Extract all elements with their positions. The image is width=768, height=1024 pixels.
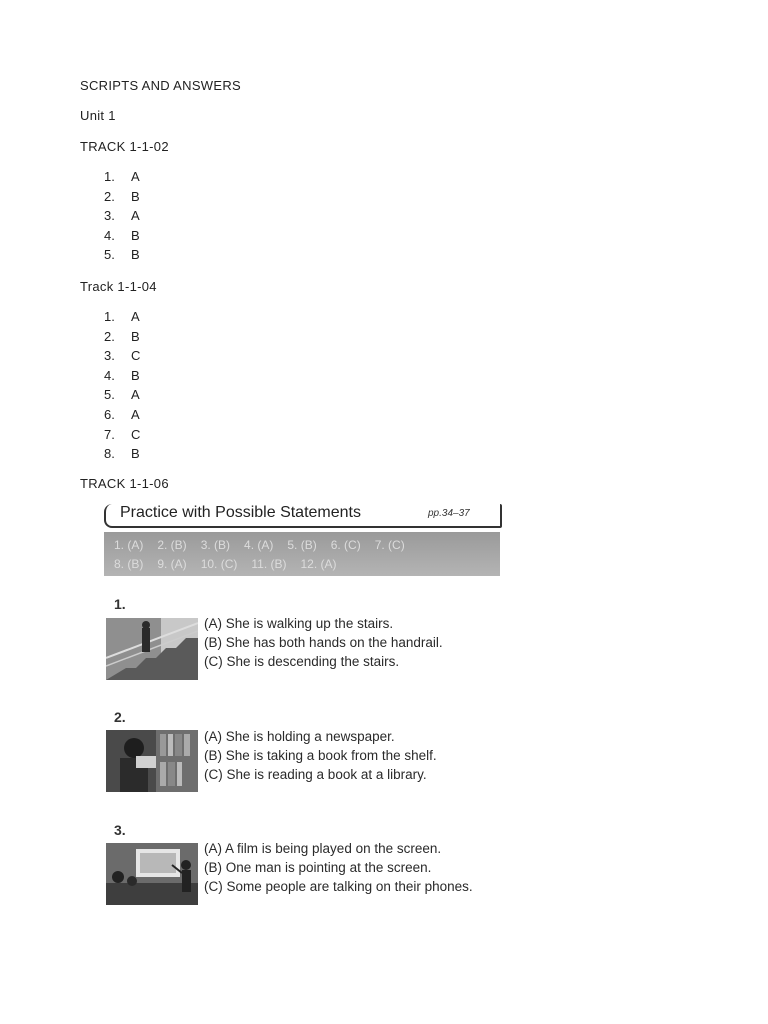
answer-list	[104, 167, 140, 265]
statement-list	[204, 727, 437, 784]
statement: (A) A film is being played on the screen.	[204, 841, 442, 856]
statement: (A) She is holding a newspaper.	[204, 729, 395, 744]
list-item: 5. B	[104, 247, 140, 263]
statement: (C) She is reading a book at a library.	[204, 767, 427, 782]
track-heading: Track 1-1-04	[80, 279, 157, 294]
list-item: 2. B	[104, 188, 140, 204]
unit-heading: Unit 1	[80, 108, 116, 123]
question-number: 3.	[114, 822, 126, 838]
statement: (B) She has both hands on the handrail.	[204, 635, 443, 650]
answer-key-bar	[104, 532, 500, 576]
banner-title: Practice with Possible Statements	[120, 504, 361, 521]
question-number: 2.	[114, 709, 126, 725]
meeting-photo	[106, 843, 198, 905]
stairs-photo	[106, 618, 198, 680]
statement: (C) She is descending the stairs.	[204, 654, 400, 669]
answer-key-item: 8. (B)	[114, 557, 144, 571]
list-item: 8. B	[104, 446, 140, 462]
answer-key-item: 3. (B)	[200, 538, 231, 552]
list-item: 2. B	[104, 328, 140, 344]
page-reference: pp.34–37	[428, 508, 470, 519]
answer-key-item: 6. (C)	[330, 538, 361, 552]
answer-key-item: 5. (B)	[287, 538, 317, 552]
list-item: 1. A	[104, 309, 140, 324]
section-banner	[104, 504, 502, 528]
answer-key-item: 2. (B)	[157, 538, 187, 552]
answer-list	[104, 307, 140, 464]
statement: (B) One man is pointing at the screen.	[204, 860, 432, 875]
answer-key-item: 7. (C)	[374, 538, 405, 552]
list-item: 5. A	[104, 387, 140, 403]
answer-key-item: 11. (B)	[251, 557, 287, 571]
answer-key-item: 4. (A)	[244, 538, 274, 552]
statement: (C) Some people are talking on their phones.	[204, 879, 473, 894]
answer-key-item: 10. (C)	[200, 557, 238, 571]
list-item: 4. B	[104, 367, 140, 383]
answer-key-item: 12. (A)	[300, 557, 337, 571]
track-heading: TRACK 1-1-06	[80, 476, 169, 491]
list-item: 6. A	[104, 406, 140, 422]
list-item: 3. C	[104, 348, 141, 364]
statement-list	[204, 839, 473, 896]
list-item: 7. C	[104, 426, 141, 442]
list-item: 1. A	[104, 169, 140, 184]
document-title: SCRIPTS AND ANSWERS	[80, 78, 242, 93]
statement: (A) She is walking up the stairs.	[204, 616, 394, 631]
statement: (B) She is taking a book from the shelf.	[204, 748, 437, 763]
track-heading: TRACK 1-1-02	[80, 139, 169, 154]
answer-key-item: 9. (A)	[157, 557, 187, 571]
answer-key-item: 1. (A)	[114, 538, 144, 552]
list-item: 3. A	[104, 208, 140, 224]
statement-list	[204, 614, 443, 671]
question-number: 1.	[114, 596, 126, 612]
list-item: 4. B	[104, 227, 140, 243]
library-photo	[106, 730, 198, 792]
